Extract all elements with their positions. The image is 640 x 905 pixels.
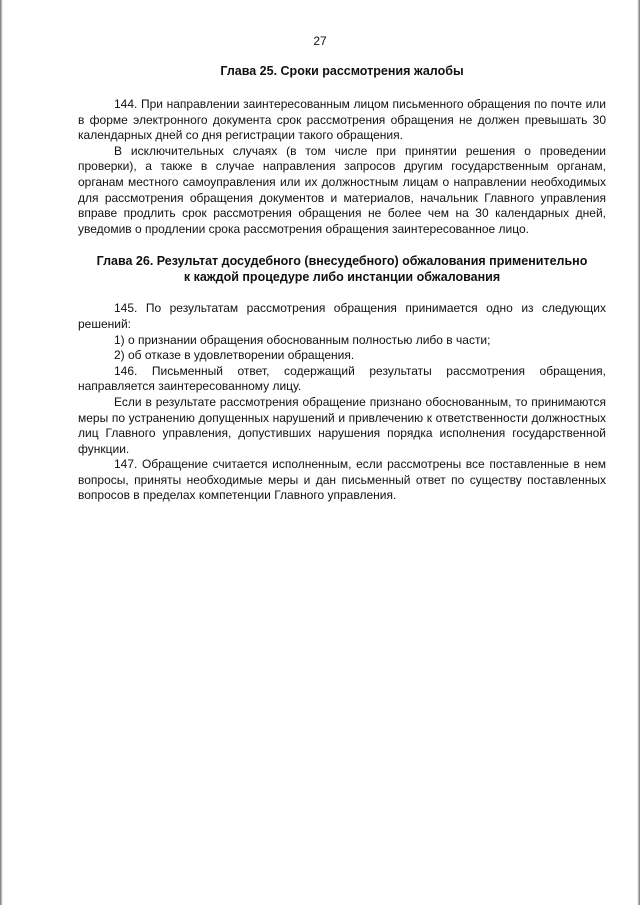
chapter-26-heading bbox=[78, 253, 606, 285]
chapter-26-heading-line-1: Глава 26. Результат досудебного (внесудебного) обжалования применительно bbox=[96, 254, 588, 269]
paragraph-exceptional-cases: В исключительных случаях (в том числе при принятии решения о проведении проверки), а также в случае направления запросов другим государственным органам, органам местного самоуправления или их должностным лицам о направлении необходимых для рассмотрения обращения документов и материалов, начальник Главного управления вправе продлить срок рассмотрения обращения не более чем на 30 календарных дней, уведомив о продлении срока рассмотрения обращения заинтересованное лицо. bbox=[78, 143, 606, 236]
chapter-25-heading: Глава 25. Сроки рассмотрения жалобы bbox=[220, 64, 464, 78]
paragraph-144: 144. При направлении заинтересованным лицом письменного обращения по почте или в форме электронного документа срок рассмотрения обращения не должен превышать 30 календарных дней со дня регистрации такого обращения. bbox=[78, 97, 606, 143]
paragraph-justified-measures: Если в результате рассмотрения обращение признано обоснованным, то принимаются меры по устранению допущенных нарушений и привлечению к ответственности должностных лиц Главного управления, допустивших нарушения порядка исполнения государственной функции. bbox=[78, 394, 606, 456]
page-number: 27 bbox=[313, 34, 327, 48]
paragraph-145: 145. По результатам рассмотрения обращения принимается одно из следующих решений: bbox=[78, 301, 606, 331]
list-item-decision-2: 2) об отказе в удовлетворении обращения. bbox=[114, 348, 355, 363]
chapter-26-heading-line-2: к каждой процедуре либо инстанции обжалования bbox=[183, 270, 501, 285]
document-body bbox=[78, 57, 606, 504]
list-item-decision-1: 1) о признании обращения обоснованным полностью либо в части; bbox=[114, 332, 491, 347]
paragraph-146: 146. Письменный ответ, содержащий результаты рассмотрения обращения, направляется заинтересованному лицу. bbox=[78, 363, 606, 394]
scan-edge-left bbox=[0, 0, 3, 905]
paragraph-147: 147. Обращение считается исполненным, если рассмотрены все поставленные в нем вопросы, приняты необходимые меры и дан письменный ответ по существу поставленных вопросов в пределах компетенции Главного управления. bbox=[78, 457, 606, 503]
